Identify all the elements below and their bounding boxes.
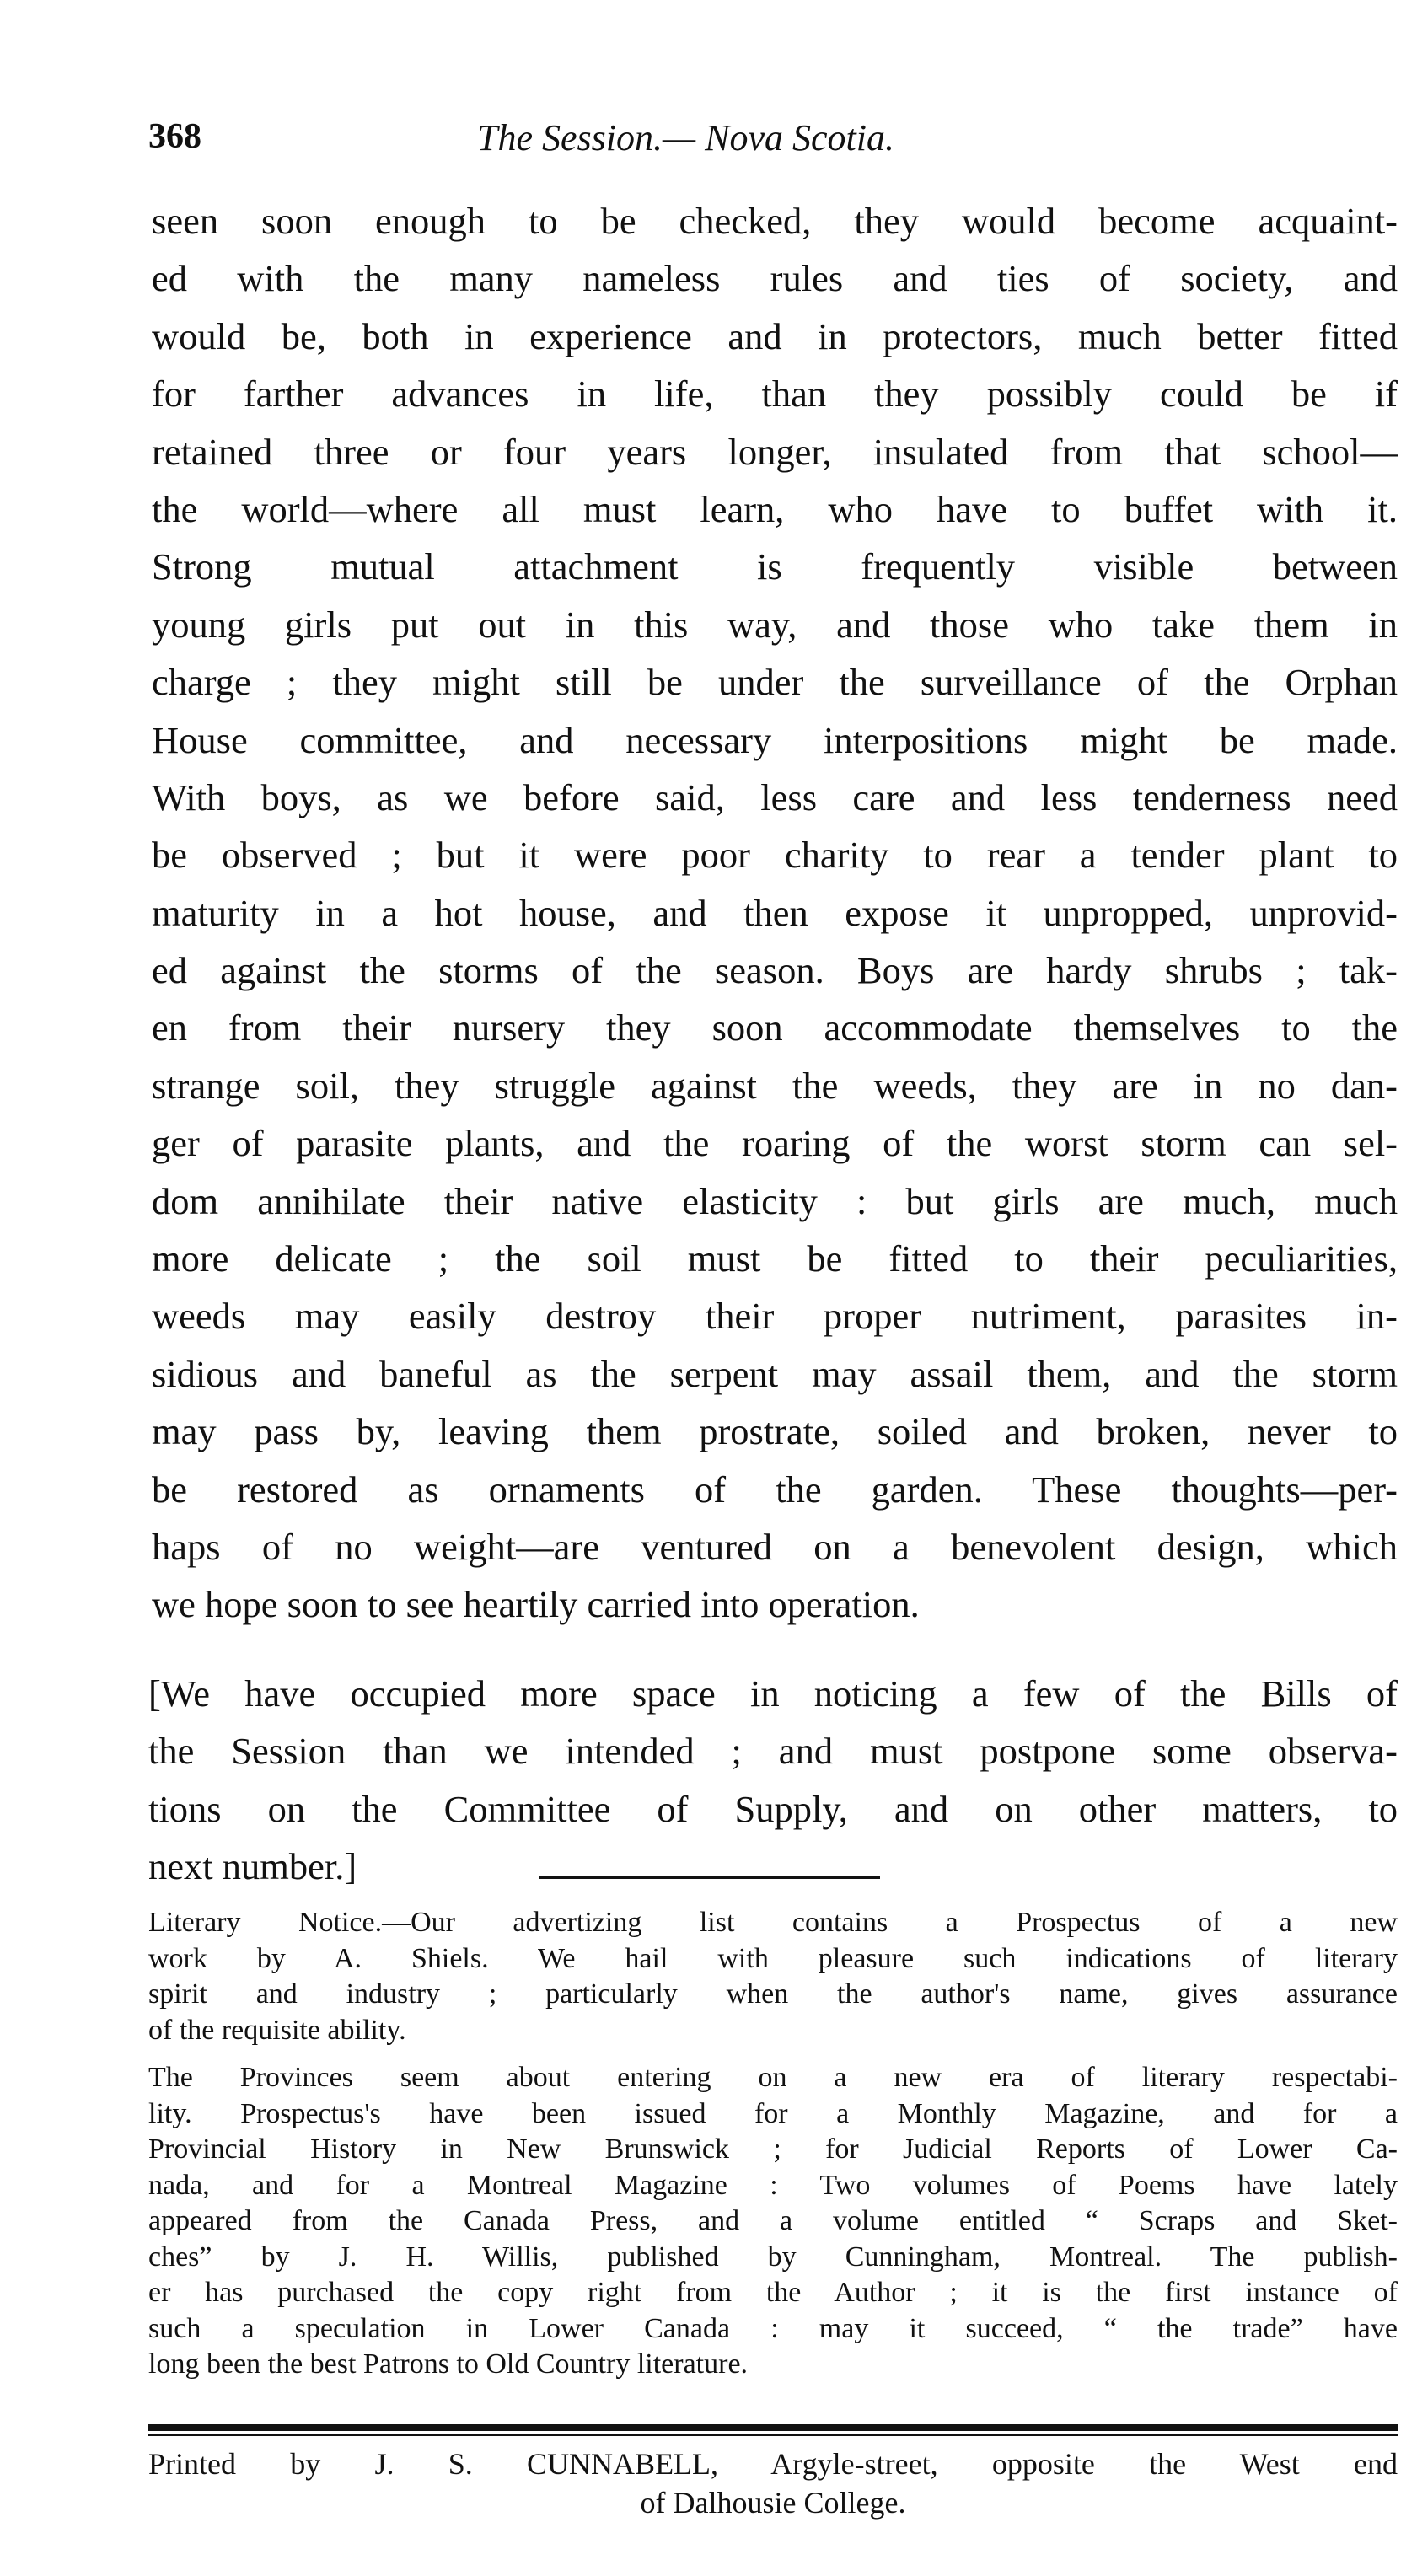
body-line: sidious and baneful as the serpent may assail them, and the storm	[152, 1352, 1398, 1395]
notice-line: lity. Prospectus's have been issued for a Monthly Magazine, and for a	[148, 2097, 1398, 2129]
footer-rule-thin	[148, 2434, 1398, 2436]
body-line: be restored as ornaments of the garden. These thoughts—per-	[152, 1468, 1398, 1511]
body-line: House committee, and necessary interpositions might be made.	[152, 718, 1398, 761]
notice-line: work by A. Shiels. We hail with pleasure such indications of literary	[148, 1942, 1398, 1974]
editor-note	[148, 1667, 1398, 1898]
imprint-line: of Dalhousie College.	[640, 2486, 906, 2520]
paragraph-gap	[148, 2048, 1398, 2060]
body-line: we hope soon to see heartily carried into operation.	[152, 1583, 920, 1626]
body-line: for farther advances in life, than they possibly could be if	[152, 373, 1398, 416]
notice-line: Provincial History in New Brunswick ; for Judicial Reports of Lower Ca-	[148, 2133, 1398, 2165]
notice-line: such a speculation in Lower Canada : may it succeed, “ the trade” have	[148, 2312, 1398, 2344]
notice-line: ches” by J. H. Willis, published by Cunningham, Montreal. The publish-	[148, 2241, 1398, 2273]
body-line: With boys, as we before said, less care and less tenderness need	[152, 775, 1398, 818]
body-line: strange soil, they struggle against the weeds, they are in no dan-	[152, 1064, 1398, 1107]
main-paragraph	[152, 192, 1398, 1634]
body-line: seen soon enough to be checked, they would become acquaint-	[152, 200, 1398, 242]
editor-note-line: [We have occupied more space in noticing a few of the Bills of	[148, 1672, 1398, 1715]
literary-notice	[148, 1905, 1398, 2383]
section-divider	[539, 1876, 880, 1879]
body-line: would be, both in experience and in protectors, much better fitted	[152, 314, 1398, 357]
footer-rule-thick	[148, 2424, 1398, 2431]
editor-note-line: the Session than we intended ; and must postpone some observa-	[148, 1730, 1398, 1773]
body-line: weeds may easily destroy their proper nutriment, parasites in-	[152, 1295, 1398, 1338]
notice-line: er has purchased the copy right from the Author ; it is the first instance of	[148, 2277, 1398, 2308]
body-line: charge ; they might still be under the surveillance of the Orphan	[152, 661, 1398, 704]
body-line: ger of parasite plants, and the roaring of the worst storm can sel-	[152, 1122, 1398, 1165]
notice-line: The Provinces seem about entering on a new era of literary respectabi-	[148, 2062, 1398, 2093]
body-line: maturity in a hot house, and then expose it unpropped, unprovid-	[152, 891, 1398, 934]
page-number: 368	[148, 117, 201, 156]
body-line: ed against the storms of the season. Boys are hardy shrubs ; tak-	[152, 949, 1398, 992]
body-line: Strong mutual attachment is frequently visible between	[152, 545, 1398, 588]
page-header	[148, 116, 1387, 167]
body-line: ed with the many nameless rules and ties of society, and	[152, 257, 1398, 300]
body-line: the world—where all must learn, who have to buffet with it.	[152, 487, 1398, 530]
notice-line: nada, and for a Montreal Magazine : Two volumes of Poems have lately	[148, 2169, 1398, 2201]
editor-note-line: tions on the Committee of Supply, and on other matters, to	[148, 1787, 1398, 1830]
notice-line: appeared from the Canada Press, and a volume entitled “ Scraps and Sket-	[148, 2205, 1398, 2236]
body-line: haps of no weight—are ventured on a benevolent design, which	[152, 1525, 1398, 1568]
body-line: be observed ; but it were poor charity to rear a tender plant to	[152, 834, 1398, 877]
body-line: young girls put out in this way, and those who take them in	[152, 603, 1398, 646]
body-line: retained three or four years longer, insulated from that school—	[152, 430, 1398, 473]
notice-line: Literary Notice.—Our advertizing list contains a Prospectus of a new	[148, 1907, 1398, 1938]
body-line: may pass by, leaving them prostrate, soiled and broken, never to	[152, 1410, 1398, 1453]
imprint-line: Printed by J. S. CUNNABELL, Argyle-street, opposite the West end	[148, 2447, 1398, 2481]
body-line: dom annihilate their native elasticity : but girls are much, much	[152, 1179, 1398, 1222]
body-line: more delicate ; the soil must be fitted to their peculiarities,	[152, 1237, 1398, 1280]
notice-line: long been the best Patrons to Old Country literature.	[148, 2348, 749, 2380]
running-title: The Session.— Nova Scotia.	[477, 117, 894, 158]
notice-line: spirit and industry ; particularly when the author's name, gives assurance	[148, 1978, 1398, 2010]
body-line: en from their nursery they soon accommodate themselves to the	[152, 1006, 1398, 1049]
printer-imprint	[148, 2445, 1398, 2522]
notice-line: of the requisite ability.	[148, 2014, 406, 2046]
editor-note-line: next number.]	[148, 1845, 357, 1888]
